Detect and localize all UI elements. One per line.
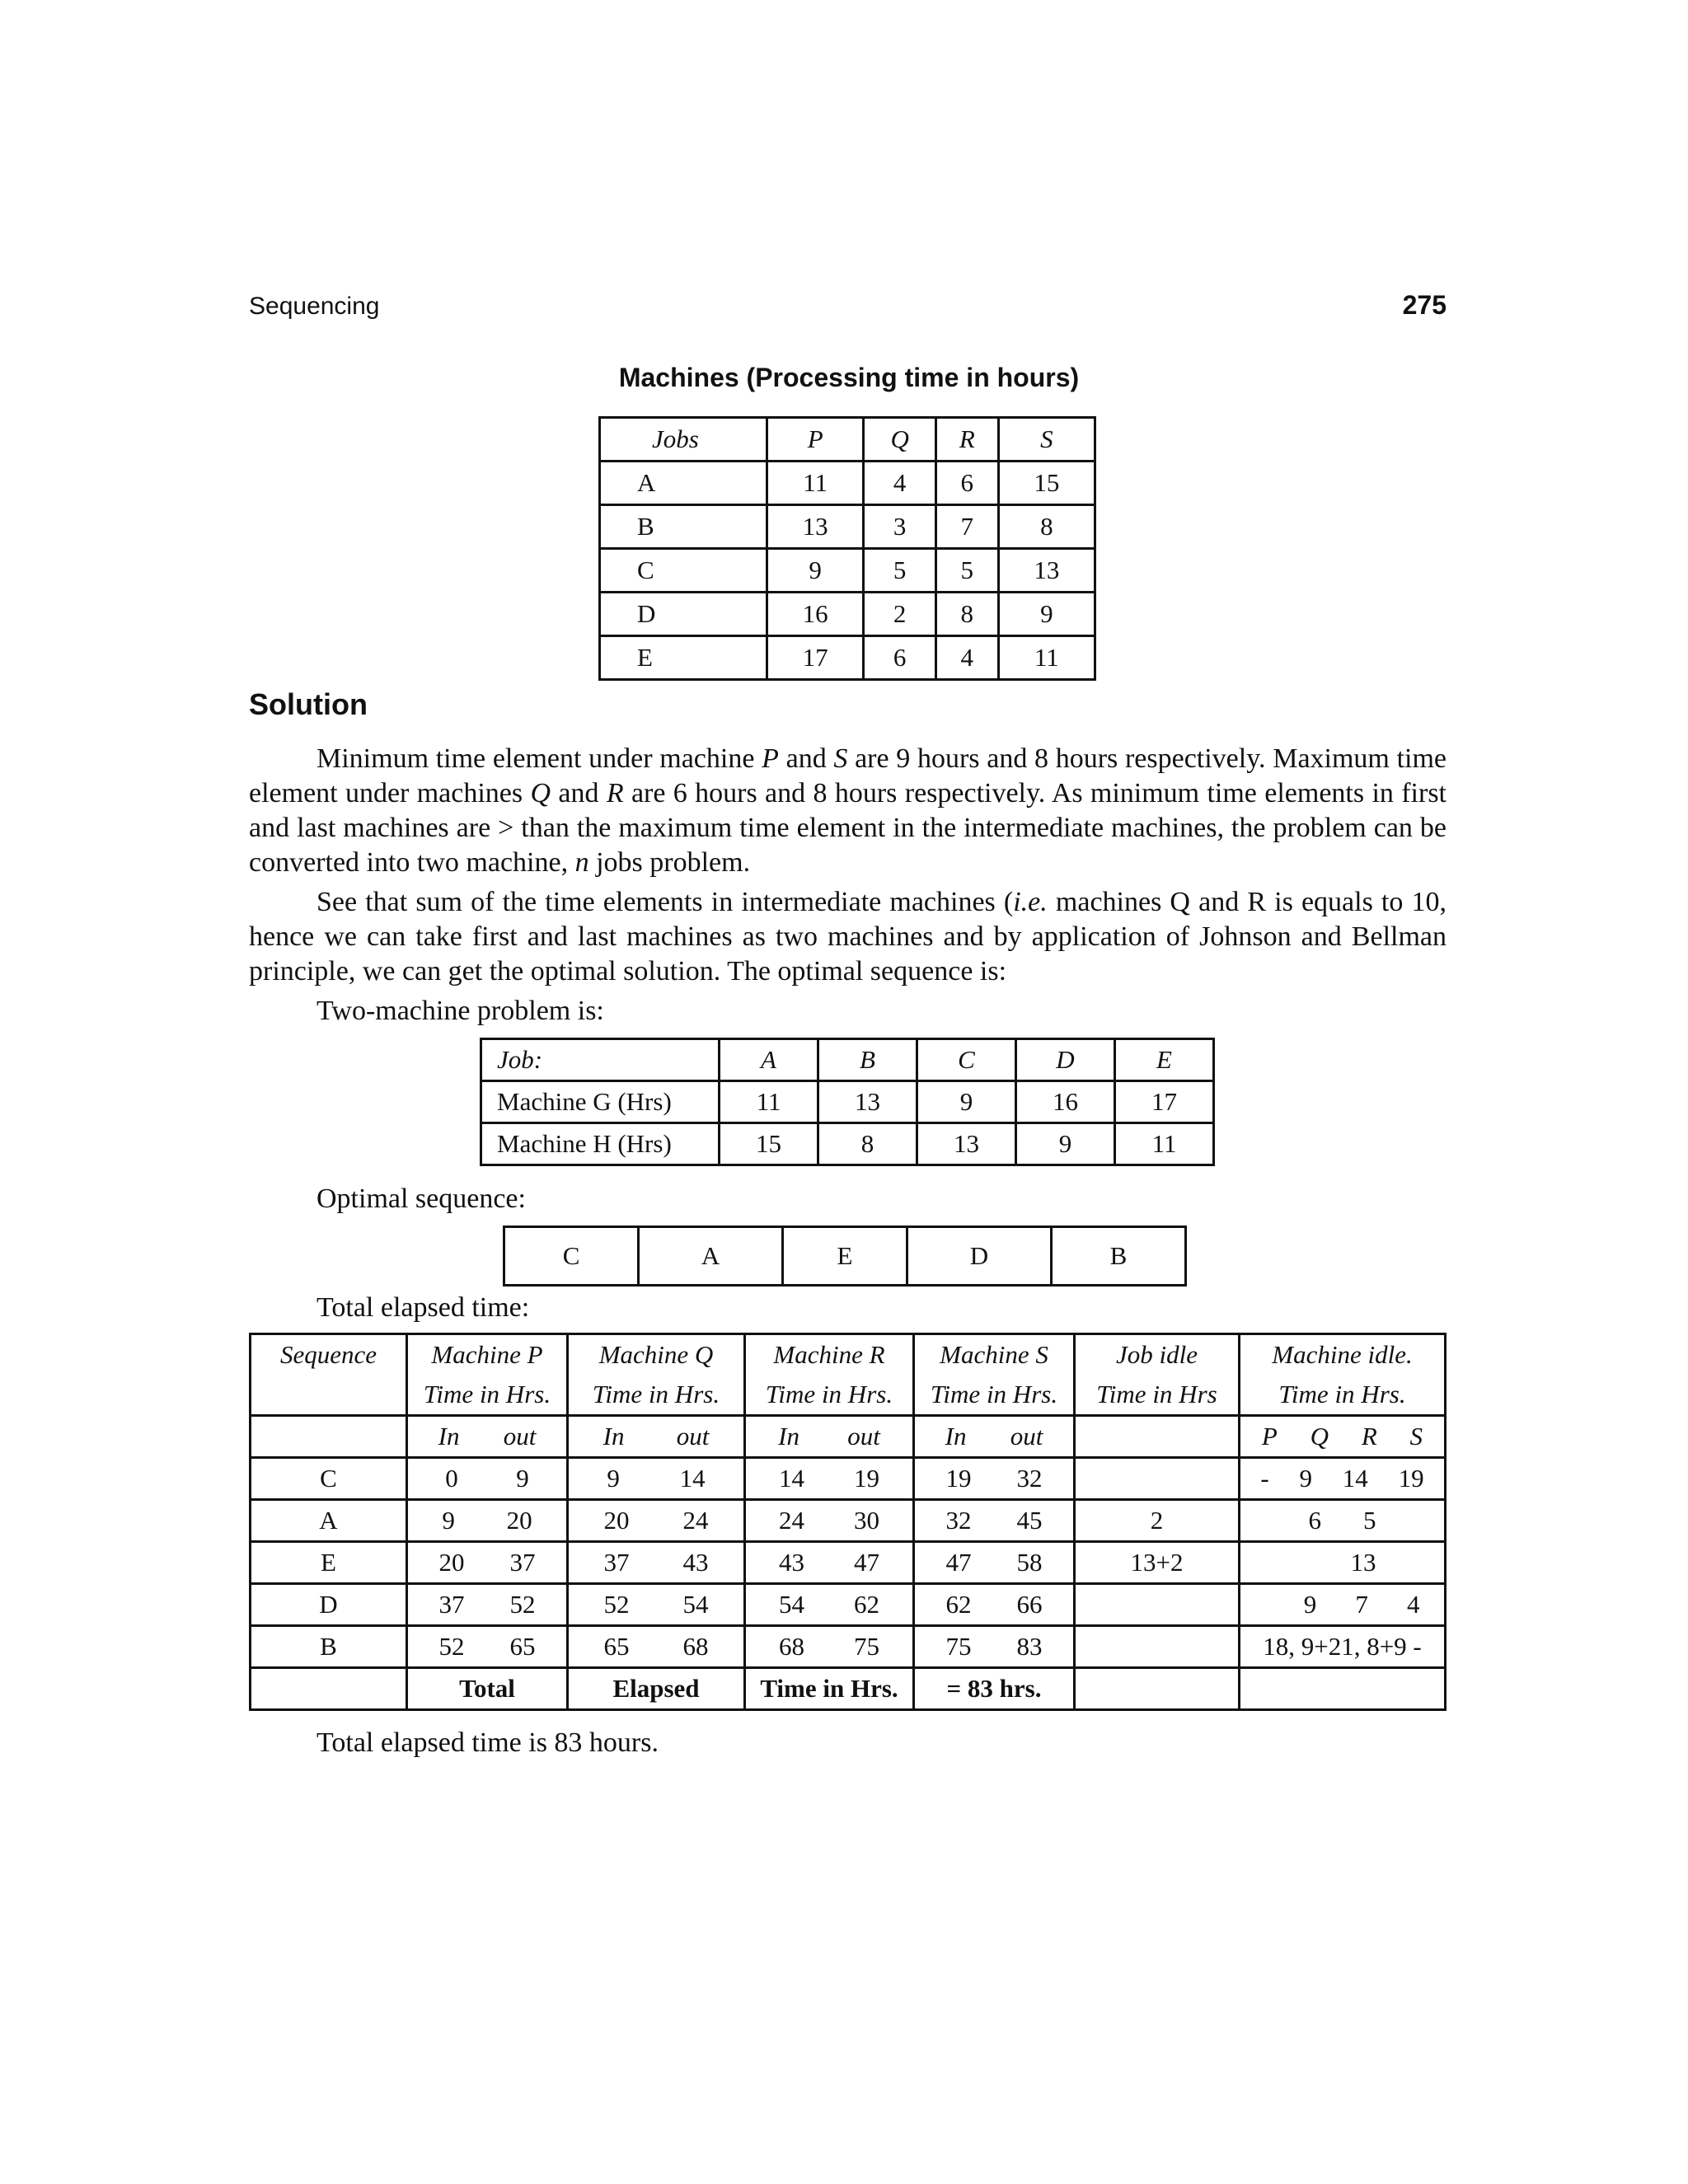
- sequence-cell: C: [504, 1227, 639, 1286]
- time-pair: [746, 1506, 912, 1535]
- sequence-cell: B: [1051, 1227, 1185, 1286]
- machine-idle-cell: [1240, 1584, 1446, 1626]
- time-pair: [915, 1506, 1073, 1535]
- time-in: 43: [779, 1548, 804, 1577]
- time-out: 9: [516, 1464, 529, 1493]
- optimal-sequence-table: [503, 1226, 1187, 1286]
- column-header: B: [818, 1039, 917, 1081]
- time-pair: [408, 1506, 566, 1535]
- machine-idle-value: 4: [1406, 1590, 1420, 1619]
- table-cell: 9: [998, 593, 1095, 636]
- table-row: [481, 1123, 1214, 1165]
- machine-idle-value: 14: [1342, 1464, 1368, 1493]
- job-cell: C: [251, 1458, 407, 1500]
- in-label: In: [438, 1422, 460, 1451]
- table-cell: 13: [998, 549, 1095, 593]
- column-header-sub: Time in Hrs: [1075, 1375, 1240, 1416]
- idle-machine-label: S: [1409, 1422, 1423, 1451]
- empty-cell: [1240, 1668, 1446, 1710]
- column-header: R: [935, 418, 998, 462]
- header-row-2: [251, 1375, 1446, 1416]
- sequence-row: [504, 1227, 1186, 1286]
- time-pair: [408, 1464, 566, 1493]
- in-out-cell: [745, 1416, 914, 1458]
- column-header-sub: Time in Hrs.: [745, 1375, 914, 1416]
- time-cell: [407, 1584, 568, 1626]
- table-cell: 7: [935, 505, 998, 549]
- in-out-cell: [914, 1416, 1075, 1458]
- sequence-cell: A: [639, 1227, 783, 1286]
- table-cell: 6: [935, 462, 998, 505]
- table-cell: 13: [917, 1123, 1016, 1165]
- column-header: Machine R: [745, 1334, 914, 1376]
- job-idle-cell: 13+2: [1075, 1542, 1240, 1584]
- machine-idle-value: 5: [1363, 1506, 1376, 1535]
- machine-idle-values: [1240, 1464, 1444, 1493]
- time-in: 52: [438, 1632, 465, 1661]
- conclusion-text: Total elapsed time is 83 hours.: [316, 1727, 659, 1758]
- elapsed-time-table: [249, 1333, 1447, 1711]
- idle-machine-labels: [1240, 1416, 1446, 1458]
- in-out-row: [251, 1416, 1446, 1458]
- time-pair: [746, 1548, 912, 1577]
- table-cell: 6: [864, 636, 936, 680]
- time-pair: [746, 1590, 912, 1619]
- table-row: [600, 505, 1095, 549]
- optimal-sequence-label: Optimal sequence:: [316, 1183, 526, 1214]
- job-idle-cell: [1075, 1458, 1240, 1500]
- table-cell: 9: [917, 1081, 1016, 1123]
- machine-idle-values: [1240, 1590, 1444, 1619]
- table-cell: Machine G (Hrs): [481, 1081, 720, 1123]
- table-cell: 11: [720, 1081, 818, 1123]
- machine-idle-values: [1240, 1548, 1444, 1577]
- time-cell: [407, 1626, 568, 1668]
- column-header: A: [720, 1039, 818, 1081]
- sequence-job-row: [251, 1500, 1446, 1542]
- time-in: 32: [945, 1506, 972, 1535]
- time-out: 20: [506, 1506, 532, 1535]
- empty-cell: [1075, 1416, 1240, 1458]
- time-cell: [745, 1542, 914, 1584]
- time-pair: [569, 1464, 743, 1493]
- sequence-job-row: [251, 1626, 1446, 1668]
- column-header: Jobs: [600, 418, 767, 462]
- table-cell: 13: [818, 1081, 917, 1123]
- time-pair: [746, 1632, 912, 1661]
- table-cell: 11: [1115, 1123, 1214, 1165]
- time-in: 52: [603, 1590, 630, 1619]
- in-out-pair: [569, 1422, 743, 1451]
- time-in: 37: [438, 1590, 465, 1619]
- table-cell: D: [600, 593, 767, 636]
- table-cell: 4: [935, 636, 998, 680]
- table-row: [481, 1081, 1214, 1123]
- solution-paragraph-2: [249, 885, 1447, 989]
- table-header-row: [481, 1039, 1214, 1081]
- in-out-pair: [408, 1422, 566, 1451]
- in-out-cell: [568, 1416, 745, 1458]
- time-out: 14: [679, 1464, 706, 1493]
- job-idle-cell: [1075, 1626, 1240, 1668]
- time-in: 68: [779, 1632, 804, 1661]
- job-cell: D: [251, 1584, 407, 1626]
- column-header-sub: Time in Hrs.: [1240, 1375, 1446, 1416]
- table-header-row: [600, 418, 1095, 462]
- time-out: 54: [682, 1590, 709, 1619]
- in-label: In: [778, 1422, 799, 1451]
- machine-idle-cell: [1240, 1458, 1446, 1500]
- table-row: [600, 636, 1095, 680]
- total-row: [251, 1668, 1446, 1710]
- column-header-sub: Time in Hrs.: [914, 1375, 1075, 1416]
- time-pair: [408, 1548, 566, 1577]
- time-cell: [568, 1542, 745, 1584]
- time-cell: [914, 1584, 1075, 1626]
- time-out: 30: [854, 1506, 879, 1535]
- in-out-pair: [746, 1422, 912, 1451]
- sequence-job-row: [251, 1584, 1446, 1626]
- time-cell: [914, 1542, 1075, 1584]
- table-cell: Machine H (Hrs): [481, 1123, 720, 1165]
- time-out: 43: [682, 1548, 709, 1577]
- time-cell: [914, 1500, 1075, 1542]
- table-cell: 5: [864, 549, 936, 593]
- time-out: 47: [854, 1548, 879, 1577]
- time-in: 0: [445, 1464, 458, 1493]
- empty-cell: [251, 1668, 407, 1710]
- time-cell: [568, 1584, 745, 1626]
- time-in: 9: [607, 1464, 620, 1493]
- column-header: D: [1016, 1039, 1115, 1081]
- column-header: Sequence: [251, 1334, 407, 1376]
- time-in: 65: [603, 1632, 630, 1661]
- time-out: 62: [854, 1590, 879, 1619]
- machine-idle-value: -: [1260, 1464, 1269, 1493]
- table-cell: 4: [864, 462, 936, 505]
- table-cell: 8: [818, 1123, 917, 1165]
- column-header: S: [998, 418, 1095, 462]
- total-cell: Total: [407, 1668, 568, 1710]
- solution-heading: Solution: [249, 687, 368, 721]
- idle-machine-list: [1240, 1422, 1444, 1451]
- running-head: Sequencing: [249, 293, 380, 320]
- time-cell: [745, 1458, 914, 1500]
- time-in: 19: [945, 1464, 972, 1493]
- sequence-cell: E: [782, 1227, 907, 1286]
- machine-idle-value: 13: [1350, 1548, 1376, 1577]
- table-cell: 17: [1115, 1081, 1214, 1123]
- table-cell: 8: [935, 593, 998, 636]
- paragraph-text: Minimum time element under machine P and S are 9 hours and 8 hours respectively. Maximum time element under machines Q and R are 6 hours and 8 hours respectively. As minimum time elements in first and last machines are > than the maximum time element in the intermediate machines, the problem can be converted into two machine, n jobs problem.: [249, 743, 1447, 878]
- table1-caption: Machines (Processing time in hours): [618, 363, 1080, 392]
- time-in: 37: [603, 1548, 630, 1577]
- time-out: 32: [1016, 1464, 1043, 1493]
- empty-cell: [1075, 1668, 1240, 1710]
- column-header-sub: Time in Hrs.: [568, 1375, 745, 1416]
- in-label: In: [945, 1422, 967, 1451]
- time-in: 54: [779, 1590, 804, 1619]
- time-in: 14: [779, 1464, 804, 1493]
- total-elapsed-label: Total elapsed time:: [316, 1292, 530, 1323]
- total-cell: Elapsed: [568, 1668, 745, 1710]
- table-row: [600, 549, 1095, 593]
- table-cell: A: [600, 462, 767, 505]
- table-cell: 16: [767, 593, 864, 636]
- idle-machine-label: R: [1361, 1422, 1377, 1451]
- table-cell: E: [600, 636, 767, 680]
- time-out: 19: [854, 1464, 879, 1493]
- table-cell: 2: [864, 593, 936, 636]
- column-header: Machine S: [914, 1334, 1075, 1376]
- paragraph-text: See that sum of the time elements in intermediate machines (i.e. machines Q and R is equals to 10, hence we can take first and last machines as two machines and by application of Johnson and Bellman principle, we can get the optimal solution. The optimal sequence is:: [249, 887, 1447, 987]
- table-cell: 15: [720, 1123, 818, 1165]
- time-pair: [408, 1590, 566, 1619]
- time-cell: [745, 1500, 914, 1542]
- time-cell: [914, 1458, 1075, 1500]
- processing-time-table: [598, 416, 1096, 681]
- machine-idle-value: 7: [1355, 1590, 1368, 1619]
- time-in: 62: [945, 1590, 972, 1619]
- table-cell: B: [600, 505, 767, 549]
- time-out: 45: [1016, 1506, 1043, 1535]
- time-in: 75: [945, 1632, 972, 1661]
- time-pair: [569, 1548, 743, 1577]
- time-out: 24: [682, 1506, 709, 1535]
- time-pair: [915, 1464, 1073, 1493]
- column-header: Job idle: [1075, 1334, 1240, 1376]
- time-in: 24: [779, 1506, 804, 1535]
- in-out-cell: [407, 1416, 568, 1458]
- time-cell: [568, 1458, 745, 1500]
- empty-cell: [251, 1416, 407, 1458]
- column-header: Machine idle.: [1240, 1334, 1446, 1376]
- out-label: out: [676, 1422, 710, 1451]
- time-pair: [915, 1590, 1073, 1619]
- idle-machine-label: P: [1261, 1422, 1278, 1451]
- time-in: 47: [945, 1548, 972, 1577]
- table-cell: 16: [1016, 1081, 1115, 1123]
- table-cell: 13: [767, 505, 864, 549]
- table-cell: 9: [1016, 1123, 1115, 1165]
- machine-idle-cell: [1240, 1542, 1446, 1584]
- time-cell: [407, 1542, 568, 1584]
- time-in: 9: [442, 1506, 455, 1535]
- table-cell: 11: [767, 462, 864, 505]
- table-cell: C: [600, 549, 767, 593]
- table-cell: 9: [767, 549, 864, 593]
- sequence-job-row: [251, 1458, 1446, 1500]
- machine-idle-cell: [1240, 1500, 1446, 1542]
- two-machine-label: Two-machine problem is:: [316, 996, 604, 1026]
- sequence-cell: D: [907, 1227, 1052, 1286]
- machine-idle-value: 9: [1303, 1590, 1317, 1619]
- in-out-pair: [915, 1422, 1073, 1451]
- time-pair: [915, 1632, 1073, 1661]
- table-cell: 3: [864, 505, 936, 549]
- solution-paragraph-1: [249, 742, 1447, 880]
- column-header-sub: [251, 1375, 407, 1416]
- column-header: Job:: [481, 1039, 720, 1081]
- time-pair: [408, 1632, 566, 1661]
- job-idle-cell: 2: [1075, 1500, 1240, 1542]
- job-idle-cell: [1075, 1584, 1240, 1626]
- time-in: 20: [438, 1548, 465, 1577]
- job-cell: A: [251, 1500, 407, 1542]
- machine-idle-cell: 18, 9+21, 8+9 -: [1240, 1626, 1446, 1668]
- column-header: E: [1115, 1039, 1214, 1081]
- time-out: 58: [1016, 1548, 1043, 1577]
- in-label: In: [603, 1422, 625, 1451]
- table-cell: 11: [998, 636, 1095, 680]
- column-header: Q: [864, 418, 936, 462]
- time-cell: [407, 1458, 568, 1500]
- time-cell: [568, 1626, 745, 1668]
- time-cell: [568, 1500, 745, 1542]
- idle-machine-label: Q: [1310, 1422, 1329, 1451]
- time-out: 52: [509, 1590, 536, 1619]
- table-cell: 15: [998, 462, 1095, 505]
- header-row-1: [251, 1334, 1446, 1376]
- out-label: out: [503, 1422, 537, 1451]
- table-cell: 5: [935, 549, 998, 593]
- sequence-job-row: [251, 1542, 1446, 1584]
- out-label: out: [1010, 1422, 1043, 1451]
- time-out: 37: [509, 1548, 536, 1577]
- time-cell: [745, 1584, 914, 1626]
- page-number: 275: [1402, 290, 1447, 320]
- time-out: 68: [682, 1632, 709, 1661]
- time-pair: [915, 1548, 1073, 1577]
- time-pair: [746, 1464, 912, 1493]
- machine-idle-values: [1240, 1506, 1444, 1535]
- table-row: [600, 593, 1095, 636]
- column-header: Machine Q: [568, 1334, 745, 1376]
- machine-idle-value: 19: [1398, 1464, 1424, 1493]
- column-header: C: [917, 1039, 1016, 1081]
- two-machine-table: [480, 1038, 1215, 1166]
- time-pair: [569, 1590, 743, 1619]
- table-row: [600, 462, 1095, 505]
- job-cell: B: [251, 1626, 407, 1668]
- machine-idle-value: 9: [1299, 1464, 1312, 1493]
- out-label: out: [847, 1422, 880, 1451]
- table-cell: 8: [998, 505, 1095, 549]
- time-pair: [569, 1632, 743, 1661]
- time-pair: [569, 1506, 743, 1535]
- time-out: 66: [1016, 1590, 1043, 1619]
- time-cell: [914, 1626, 1075, 1668]
- total-cell: = 83 hrs.: [914, 1668, 1075, 1710]
- time-out: 83: [1016, 1632, 1043, 1661]
- time-cell: [745, 1626, 914, 1668]
- column-header: Machine P: [407, 1334, 568, 1376]
- table-cell: 17: [767, 636, 864, 680]
- machine-idle-value: 6: [1308, 1506, 1321, 1535]
- total-cell: Time in Hrs.: [745, 1668, 914, 1710]
- column-header: P: [767, 418, 864, 462]
- time-out: 75: [854, 1632, 879, 1661]
- time-in: 20: [603, 1506, 630, 1535]
- time-cell: [407, 1500, 568, 1542]
- column-header-sub: Time in Hrs.: [407, 1375, 568, 1416]
- time-out: 65: [509, 1632, 536, 1661]
- job-cell: E: [251, 1542, 407, 1584]
